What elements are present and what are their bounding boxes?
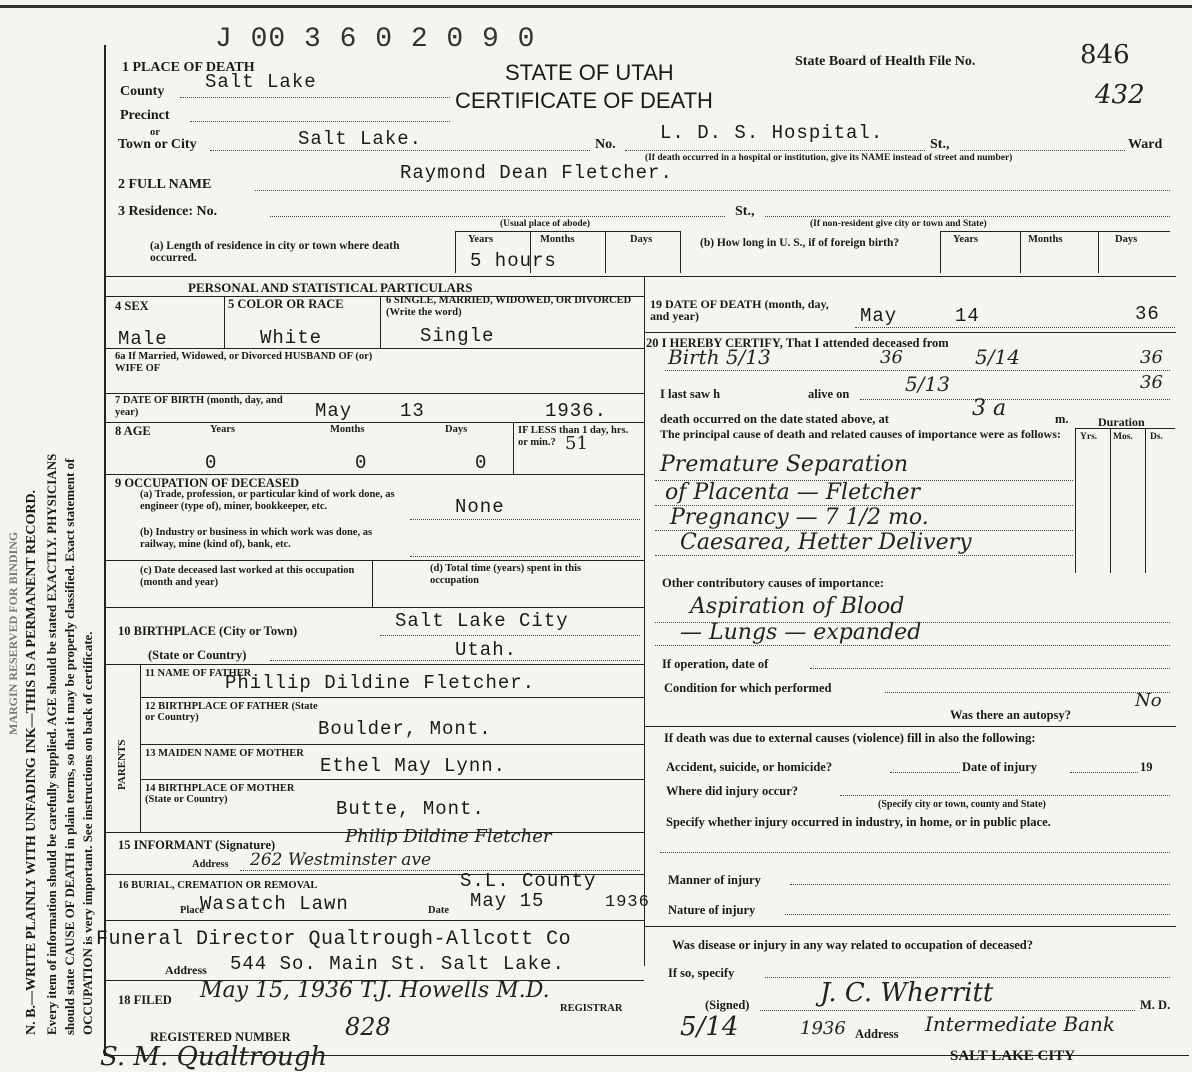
other-cause-1: Aspiration of Blood (690, 594, 905, 619)
autopsy-value: No (1135, 690, 1162, 711)
margin-instruction-1: N. B.—WRITE PLAINLY WITH UNFADING INK—THIS IS A PERMANENT RECORD. (24, 489, 39, 1035)
condition-label: Condition for which performed (664, 681, 832, 695)
sex-value: Male (118, 328, 168, 350)
if-so-label: If so, specify (668, 966, 735, 980)
death-occurred: death occurred on the date stated above, at (660, 412, 889, 426)
bottom-signature: S. M. Qualtrough (100, 1042, 328, 1072)
margin-instruction-2: Every item of information should be carefully supplied. AGE should be stated EXACTLY. PHYSICIANS (44, 453, 59, 1035)
death-time: 3 a (972, 396, 1007, 421)
serial-number: J 00 3 6 0 2 0 9 0 (215, 24, 536, 55)
age-label: 8 AGE (115, 424, 151, 438)
funeral-address-label: Address (165, 963, 207, 977)
occupation-b: (b) Industry or business in which work was done, as railway, mine (kind of), bank, etc. (140, 527, 373, 550)
mos-header: Mos. (1113, 432, 1133, 442)
attended-year-1: 36 (880, 347, 903, 368)
father-label: 11 NAME OF FATHER (145, 668, 252, 679)
autopsy-label: Was there an autopsy? (950, 708, 1071, 722)
father-bp-label: 12 BIRTHPLACE OF FATHER (State or Country) (145, 701, 318, 723)
hours-value: 51 (565, 433, 588, 454)
less-label: IF LESS than 1 day, hrs. or min.? (518, 425, 629, 448)
full-name-value: Raymond Dean Fletcher. (400, 162, 673, 184)
cause-3: Pregnancy — 7 1/2 mo. (670, 505, 929, 530)
age-months-label: Months (330, 424, 365, 435)
burial-year: 1936 (605, 893, 650, 912)
state-country-label: (State or Country) (148, 648, 247, 662)
ward-label: Ward (1128, 137, 1163, 152)
county-label: County (120, 84, 165, 99)
precinct-label: Precinct (120, 108, 170, 123)
physician-address-label: Address (855, 1027, 899, 1041)
informant-label: 15 INFORMANT (Signature) (118, 838, 276, 852)
personal-heading: PERSONAL AND STATISTICAL PARTICULARS (188, 280, 473, 295)
yrs-header: Yrs. (1080, 432, 1098, 442)
dob-year: 1936. (545, 400, 608, 422)
us-days-header: Days (1115, 234, 1138, 245)
length-value: 5 hours (470, 250, 557, 272)
usual-abode: (Usual place of abode) (500, 219, 590, 229)
margin-instruction-4: OCCUPATION is very important. See instructions on back of certificate. (80, 631, 95, 1035)
father-value: Phillip Dildine Fletcher. (225, 672, 536, 694)
mother-label: 13 MAIDEN NAME OF MOTHER (145, 748, 304, 759)
dob-day: 13 (400, 400, 425, 422)
dod-day: 14 (955, 305, 980, 327)
parents-label: PARENTS (116, 739, 128, 790)
file-number: 846 (1080, 40, 1130, 70)
date-label: Date (428, 905, 449, 916)
father-bp-value: Boulder, Mont. (318, 718, 492, 740)
dod-year: 36 (1135, 303, 1160, 325)
physician-address: Intermediate Bank (925, 1012, 1115, 1036)
birthplace-label: 10 BIRTHPLACE (City or Town) (118, 624, 298, 638)
attended-year-2: 36 (1140, 347, 1163, 368)
injury-year-label: 19 (1140, 760, 1153, 774)
external-label: If death was due to external causes (violence) fill in also the following: (664, 731, 1036, 745)
color-value: White (260, 327, 323, 349)
other-causes-label: Other contributory causes of importance: (662, 576, 884, 590)
filed-label: 18 FILED (118, 993, 172, 1007)
age-months: 0 (355, 452, 368, 474)
or-label: or (150, 127, 160, 138)
us-label: (b) How long in U. S., if of foreign birth? (700, 237, 900, 249)
marital-label: 6 SINGLE, MARRIED, WIDOWED, OR DIVORCED (Write the word) (386, 295, 632, 318)
hand-number: 432 (1095, 80, 1145, 110)
accident-label: Accident, suicide, or homicide? (666, 760, 833, 774)
months-header: Months (540, 234, 575, 245)
spouse-label: 6a If Married, Widowed, or Divorced HUSBAND OF (or) WIFE OF (115, 351, 373, 374)
address-label: Address (192, 859, 229, 870)
town-value: Salt Lake. (298, 128, 423, 150)
st-label: St., (930, 137, 950, 152)
residence-label: 3 Residence: No. (118, 204, 218, 219)
mother-value: Ethel May Lynn. (320, 755, 507, 777)
signed-label: (Signed) (705, 998, 750, 1012)
registered-number-label: REGISTERED NUMBER (150, 1030, 291, 1044)
informant-signature: Philip Dildine Fletcher (345, 826, 552, 847)
cause-4: Caesarea, Hetter Delivery (680, 530, 972, 555)
hospital-value: L. D. S. Hospital. (660, 122, 884, 144)
informant-address: 262 Westminster ave (250, 850, 432, 870)
days-header: Days (630, 234, 653, 245)
us-years-header: Years (953, 234, 979, 245)
city-footer: SALT LAKE CITY (950, 1048, 1076, 1064)
alive-year: 36 (1140, 372, 1163, 393)
specify-industry: Specify whether injury occurred in industry, in home, or in public place. (666, 815, 1051, 829)
no-label: No. (595, 137, 616, 152)
state-title: STATE OF UTAH (505, 60, 674, 85)
occupation-label: 9 OCCUPATION OF DECEASED (115, 476, 300, 490)
registered-number: 828 (345, 1013, 391, 1041)
residence-st-label: St., (735, 204, 755, 219)
physician-signature: J. C. Wherritt (820, 978, 994, 1008)
cause-label: The principal cause of death and related causes of importance were as follows: (660, 427, 1061, 441)
sex-label: 4 SEX (115, 299, 149, 313)
town-label: Town or City (118, 137, 197, 152)
alive-date: 5/13 (905, 372, 950, 396)
margin-reserved: MARGIN RESERVED FOR BINDING (6, 531, 20, 735)
signed-date: 5/14 (680, 1012, 739, 1042)
us-months-header: Months (1028, 234, 1063, 245)
occupation-value: None (455, 496, 505, 518)
mother-bp-value: Butte, Mont. (336, 798, 485, 820)
birthplace-state: Utah. (455, 639, 518, 661)
full-name-label: 2 FULL NAME (118, 177, 212, 192)
file-label: State Board of Health File No. (795, 54, 976, 69)
color-label: 5 COLOR OR RACE (228, 297, 344, 311)
dob-month: May (315, 400, 353, 422)
date-injury-label: Date of injury (962, 760, 1037, 774)
county-value: Salt Lake (205, 71, 317, 93)
cause-2: of Placenta — Fletcher (665, 480, 920, 505)
certify-text: 20 I HEREBY CERTIFY, That I attended deceased from (646, 336, 949, 350)
alive-on: alive on (808, 387, 850, 401)
dob-label: 7 DATE OF BIRTH (month, day, and year) (115, 395, 283, 418)
age-years: 0 (205, 452, 218, 474)
where-label: Where did injury occur? (666, 784, 799, 798)
place-label: Place (180, 905, 204, 916)
cause-1: Premature Separation (660, 452, 909, 477)
age-days-label: Days (445, 424, 468, 435)
md-label: M. D. (1140, 998, 1171, 1012)
burial-value: S.L. County (460, 870, 597, 892)
burial-place: Wasatch Lawn (200, 893, 349, 915)
manner-label: Manner of injury (668, 873, 761, 887)
age-years-label: Years (210, 424, 236, 435)
specify-city: (Specify city or town, county and State) (878, 799, 1046, 810)
nonresident-note: (If non-resident give city or town and State) (810, 219, 987, 229)
years-header: Years (468, 234, 494, 245)
certificate-title: CERTIFICATE OF DEATH (455, 88, 713, 113)
attended-from: Birth 5/13 (668, 345, 771, 369)
duration-label: Duration (1098, 415, 1145, 429)
margin-instruction-3: should state CAUSE OF DEATH in plain terms, so that it may be properly classified. Exact statement of (62, 458, 77, 1035)
signed-year: 1936 (800, 1018, 846, 1039)
burial-date: May 15 (470, 890, 545, 912)
funeral-director: Funeral Director Qualtrough-Allcott Co (96, 928, 572, 951)
hospital-note: (If death occurred in a hospital or institution, give its NAME instead of street and number) (645, 153, 1013, 163)
occupation-d: (d) Total time (years) spent in this occupation (430, 563, 582, 586)
nature-label: Nature of injury (668, 903, 756, 917)
m-label: m. (1055, 412, 1069, 426)
occ-related-label: Was disease or injury in any way related to occupation of deceased? (672, 938, 1033, 952)
attended-to: 5/14 (975, 345, 1020, 369)
operation-label: If operation, date of (662, 657, 769, 671)
other-cause-2: — Lungs — expanded (680, 620, 922, 645)
dod-label: 19 DATE OF DEATH (month, day, and year) (650, 297, 829, 323)
burial-label: 16 BURIAL, CREMATION OR REMOVAL (118, 880, 318, 891)
occupation-a: (a) Trade, profession, or particular kind of work done, as engineer (type of), miner, bookkeeper, etc. (140, 489, 395, 512)
occupation-c: (c) Date deceased last worked at this occupation (month and year) (140, 565, 355, 588)
birthplace-city: Salt Lake City (395, 610, 569, 632)
mother-bp-label: 14 BIRTHPLACE OF MOTHER (State or Country) (145, 783, 295, 805)
funeral-address: 544 So. Main St. Salt Lake. (230, 953, 565, 975)
registrar-label: REGISTRAR (560, 1003, 623, 1014)
ds-header: Ds. (1150, 432, 1163, 442)
last-saw: I last saw h (660, 387, 721, 401)
place-heading: 1 PLACE OF DEATH (122, 60, 255, 75)
dod-month: May (860, 305, 898, 327)
length-label: (a) Length of residence in city or town where death occurred. (150, 240, 400, 264)
filed-value: May 15, 1936 T.J. Howells M.D. (200, 978, 550, 1003)
marital-value: Single (420, 325, 495, 347)
age-days: 0 (475, 452, 488, 474)
